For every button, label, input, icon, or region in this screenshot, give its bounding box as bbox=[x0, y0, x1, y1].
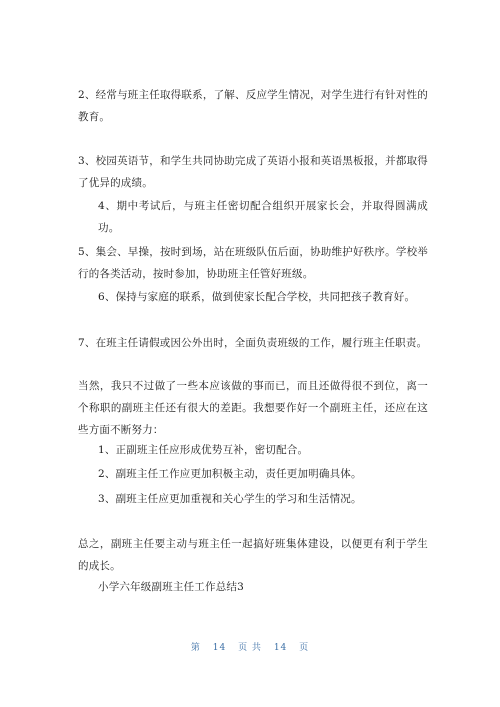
paragraph-improvement-2: 2、副班主任工作应更加积极主动，责任更加明确具体。 bbox=[98, 468, 362, 480]
paragraph-item-2: 2、经常与班主任取得联系，了解、反应学生情况，对学生进行有针对性的教育。 bbox=[78, 89, 428, 123]
paragraph-item-6: 6、保持与家庭的联系，做到使家长配合学校，共同把孩子教育好。 bbox=[98, 291, 416, 303]
footer-total-pages: 14 bbox=[273, 643, 288, 653]
paragraph-improvement-3: 3、副班主任应更加重视和关心学生的学习和生活情况。 bbox=[98, 493, 362, 505]
paragraph-item-7: 7、在班主任请假或因公外出时，全面负责班级的工作，履行班主任职责。 bbox=[78, 337, 428, 349]
page-footer bbox=[0, 640, 500, 653]
footer-prefix: 第 bbox=[190, 643, 201, 653]
footer-middle: 页 共 bbox=[238, 643, 262, 653]
paragraph-improvement-1: 1、正副班主任应形成优势互补，密切配合。 bbox=[98, 444, 309, 456]
paragraph-reflection: 当然，我只不过做了一些本应该做的事而已，而且还做得很不到位，离一个称职的副班主任还有很大的差距。我想要作好一个副班主任，还应在这些方面不断努力： bbox=[78, 380, 428, 436]
section-heading: 小学六年级副班主任工作总结3 bbox=[98, 581, 244, 593]
paragraph-item-3: 3、校园英语节，和学生共同协助完成了英语小报和英语黑板报，并都取得了优异的成绩。 bbox=[78, 155, 428, 189]
paragraph-item-5: 5、集会、早操，按时到场，站在班级队伍后面，协助维护好秩序。学校举行的各类活动，按时参加，协助班主任管好班级。 bbox=[78, 246, 428, 280]
footer-suffix: 页 bbox=[299, 643, 310, 653]
paragraph-item-4: 4、期中考试后，与班主任密切配合组织开展家长会，并取得圆满成功。 bbox=[98, 200, 428, 234]
paragraph-conclusion: 总之，副班主任要主动与班主任一起搞好班集体建设，以便更有利于学生的成长。 bbox=[78, 538, 428, 572]
footer-current-page: 14 bbox=[212, 643, 227, 653]
